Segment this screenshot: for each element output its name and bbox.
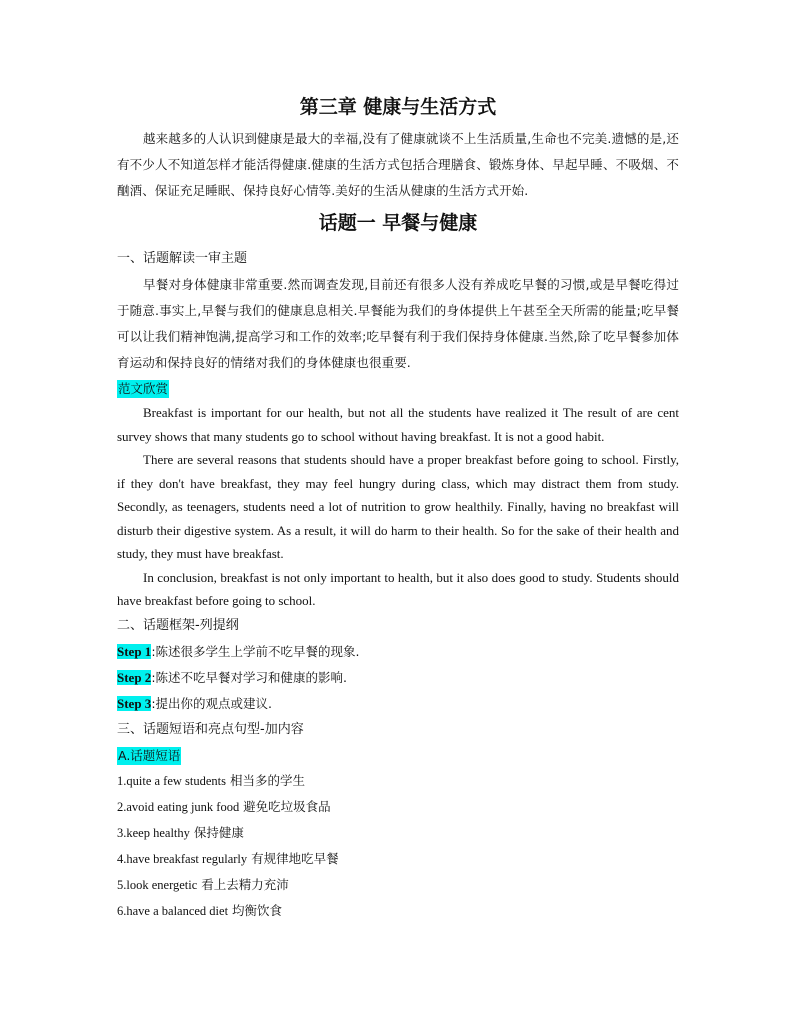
- phrase-item: [117, 898, 679, 924]
- phrase-zh: 看上去精力充沛: [197, 876, 289, 892]
- outline-step: [117, 691, 679, 717]
- page-content: [117, 92, 679, 924]
- model-paragraph: In conclusion, breakfast is not only important to health, but it also does good to study. Students should have breakfast before going to school.: [117, 569, 679, 608]
- step-tag: Step 2: [117, 669, 152, 685]
- phrase-en: 4.have breakfast regularly: [117, 851, 248, 866]
- phrases-label: A.话题短语: [118, 747, 181, 763]
- step-text: :陈述不吃早餐对学习和健康的影响.: [151, 669, 347, 685]
- phrase-zh: 均衡饮食: [228, 902, 283, 918]
- step-tag: Step 3: [117, 695, 152, 711]
- model-paragraph: There are several reasons that students should have a proper breakfast before going to school. Firstly, if they don't have breakfast, they may feel hungry during class, which may distract them from study. Secondly, as teenagers, students need a lot of nutrition to grow healthily. Finally, having no breakfast will disturb their digestive system. As a result, it will do harm to their health. So for the sake of their health and study, they must have breakfast.: [117, 452, 679, 561]
- phrase-en: 2.avoid eating junk food: [117, 799, 240, 814]
- section3-heading: 三、话题短语和亮点句型-加内容: [117, 721, 304, 737]
- step-tag: Step 1: [117, 643, 152, 659]
- phrases-label-row: [117, 743, 679, 768]
- model-paragraph: Breakfast is important for our health, but not all the students have realized it The result of are cent survey shows that many students go to school without having breakfast. It is not a good habit.: [117, 405, 679, 444]
- topic-title: 话题一 早餐与健康: [318, 212, 478, 234]
- outline-step: [117, 639, 679, 665]
- section2-heading: 二、话题框架-列提纲: [117, 617, 239, 633]
- phrase-en: 5.look energetic: [117, 877, 198, 892]
- step-text: :提出你的观点或建议.: [151, 695, 272, 711]
- section1-heading: 一、话题解读一审主题: [117, 251, 248, 266]
- phrase-en: 6.have a balanced diet: [117, 903, 229, 918]
- phrase-zh: 有规律地吃早餐: [247, 850, 339, 866]
- section1-body: 早餐对身体健康非常重要.然而调查发现,目前还有很多人没有养成吃早餐的习惯,或是早餐吃得过于随意.事实上,早餐与我们的健康息息相关.早餐能为我们的身体提供上午甚至全天所需的能量;吃早餐可以让我们精神饱满,提高学习和工作的效率;吃早餐有利于我们保持身体健康.当然,除了吃早餐参加体育运动和保持良好的情绪对我们的身体健康也很重要.: [117, 277, 679, 370]
- phrase-en: 1.quite a few students: [117, 773, 227, 788]
- phrase-item: [117, 872, 679, 898]
- phrase-item: [117, 846, 679, 872]
- phrase-item: [117, 820, 679, 846]
- phrase-zh: 相当多的学生: [226, 772, 305, 788]
- step-text: :陈述很多学生上学前不吃早餐的现象.: [151, 643, 360, 659]
- chapter-intro: 越来越多的人认识到健康是最大的幸福,没有了健康就谈不上生活质量,生命也不完美.遗憾的是,还有不少人不知道怎样才能活得健康.健康的生活方式包括合理膳食、锻炼身体、早起早睡、不吸烟、不酗酒、保证充足睡眠、保持良好心情等.美好的生活从健康的生活方式开始.: [117, 131, 679, 198]
- phrase-en: 3.keep healthy: [117, 825, 190, 840]
- model-essay-label: 范文欣赏: [118, 381, 169, 396]
- chapter-title: 第三章 健康与生活方式: [299, 96, 497, 118]
- model-label-row: [117, 376, 679, 401]
- outline-step: [117, 665, 679, 691]
- phrase-item: [117, 794, 679, 820]
- phrase-zh: 避免吃垃圾食品: [239, 798, 331, 814]
- phrase-zh: 保持健康: [189, 824, 244, 840]
- phrase-item: [117, 768, 679, 794]
